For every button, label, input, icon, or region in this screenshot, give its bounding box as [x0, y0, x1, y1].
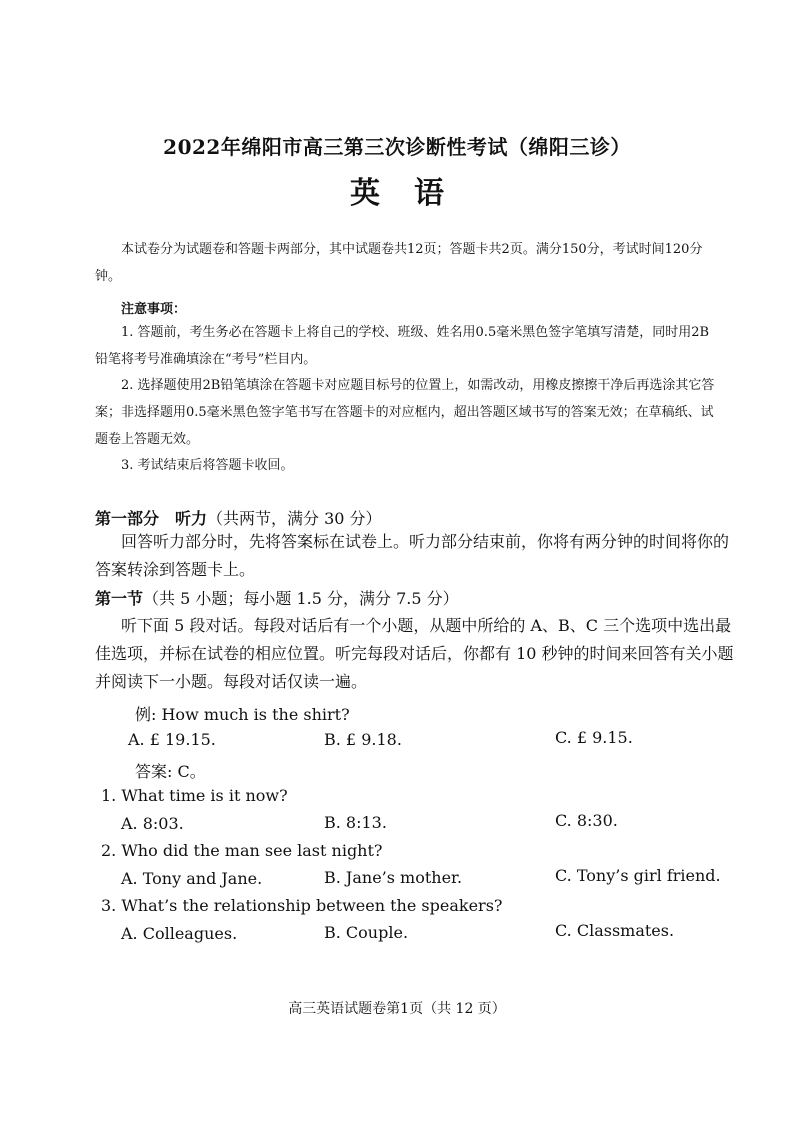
- question-2-option-a: A. Tony and Jane.: [121, 869, 263, 888]
- section1-description: 听下面 5 段对话。每段对话后有一个小题，从题中所给的 A、B、C 三个选项中选出最佳选项，并标在试卷的相应位置。听完每段对话后，你都有 10 秒钟的时间来回答有关小题并阅读下一小题。每段对话仅读一遍。: [95, 616, 734, 691]
- question-1-option-b: B. 8:13.: [324, 813, 387, 832]
- question-2-stem: 2. Who did the man see last night?: [101, 841, 383, 860]
- subject-title: 英语: [350, 176, 478, 211]
- example-option-b: B. £ 9.18.: [324, 730, 402, 749]
- question-3-option-a: A. Colleagues.: [121, 924, 238, 943]
- note-3: 3. 考试结束后将答题卡收回。: [121, 458, 294, 473]
- part1-heading: [95, 506, 382, 529]
- notes-heading: 注意事项：: [121, 302, 187, 317]
- question-3-stem: 3. What’s the relationship between the speakers?: [101, 896, 503, 915]
- exam-intro: 本试卷分为试题卷和答题卡两部分，其中试题卷共12页；答题卡共2页。满分150分，考试时间120分钟。: [95, 242, 703, 284]
- note-1: 1. 答题前，考生务必在答题卡上将自己的学校、班级、姓名用0.5毫米黑色签字笔填写清楚，同时用2B铅笔将考号准确填涂在“考号”栏目内。: [95, 325, 710, 367]
- section1-heading: [95, 586, 459, 609]
- part1-meta: （共两节，满分 30 分）: [207, 509, 382, 528]
- example-option-a: A. £ 19.15.: [128, 730, 216, 749]
- question-2-option-c: C. Tony’s girl friend.: [555, 866, 721, 885]
- question-3-option-c: C. Classmates.: [555, 921, 675, 940]
- example-question: 例: How much is the shirt?: [135, 705, 350, 724]
- part1-description: 回答听力部分时，先将答案标在试卷上。听力部分结束前，你将有两分钟的时间将你的答案转涂到答题卡上。: [95, 532, 730, 579]
- example-answer: 答案: C。: [135, 762, 206, 781]
- example-option-c: C. £ 9.15.: [555, 728, 633, 747]
- section1-label: 第一节: [95, 589, 144, 608]
- exam-title: 2022年绵阳市高三第三次诊断性考试（绵阳三诊）: [163, 135, 631, 159]
- part1-label: 第一部分 听力: [95, 509, 208, 528]
- question-1-option-a: A. 8:03.: [121, 814, 184, 833]
- page-footer: 高三英语试题卷第1页（共 12 页）: [288, 1001, 506, 1017]
- question-3-option-b: B. Couple.: [324, 923, 409, 942]
- section1-meta: （共 5 小题；每小题 1.5 分，满分 7.5 分）: [143, 589, 459, 608]
- question-1-option-c: C. 8:30.: [555, 811, 618, 830]
- question-1-stem: 1. What time is it now?: [101, 786, 288, 805]
- note-2: 2. 选择题使用2B铅笔填涂在答题卡对应题目标号的位置上，如需改动，用橡皮擦擦干净后再选涂其它答案；非选择题用0.5毫米黑色签字笔书写在答题卡的对应框内，超出答题区域书写的答案无效；在草稿纸、试题卷上答题无效。: [95, 378, 715, 447]
- question-2-option-b: B. Jane’s mother.: [324, 868, 463, 887]
